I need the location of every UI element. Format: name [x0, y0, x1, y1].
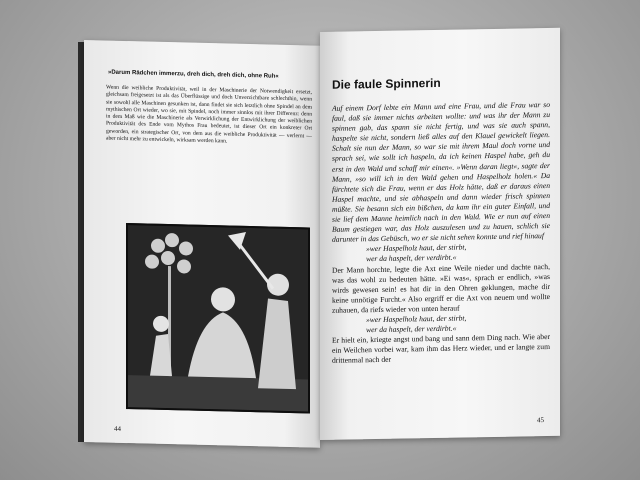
- verse-line: »wer Haspelholz haut, der stirbt,: [366, 242, 467, 254]
- story-paragraph: Auf einem Dorf lebte ein Mann und eine Frau, und die Frau war so faul, daß sie immer nichts arbeiten wollte: und was ihr der Mann zu spinnen gab, das spann sie nicht fertig, und was sie auch spann, haspelte sie nicht, sondern ließ alles auf den Klauel gewickelt liegen. Schalt sie nun der Mann, so war sie mit ihrem Maul doch vorne und sprach sei, wie sollt ich haspeln, da ich keinen Haspel habe, geh du erst in den Wald und schaff mir einen«. »Wenn daran liegt«, sagte der Mann, »so will ich in den Wald gehen und Haspelholz holen.« Da fürchtete sich die Frau, wenn er das Holz hätte, daß er daraus einen Haspel machte, und sie abhaspeln und dann wieder frisch spinnen müßte. Sie besann sich ein bißchen, da kam ihr ein guter Einfall, und sie lief dem Manne heimlich nach in den Wald. Wie er nun auf einen Baum gestiegen war, das Holz auszulesen und zu hauen, schlich sie darunter in das Gebüsch, wo er sie nicht sehen konnte und rief hinauf: [332, 99, 550, 245]
- illustration-drawing: [128, 225, 308, 411]
- story-title: Die faule Spinnerin: [332, 75, 441, 92]
- right-page-number: 45: [537, 416, 544, 425]
- verse-line: wer da haspelt, der verdirbt.«: [366, 323, 457, 335]
- left-page-header: »Darum Rädchen immerzu, dreh dich, dreh dich, ohne Ruh«: [108, 69, 279, 80]
- open-book: [78, 28, 564, 448]
- left-page-number: 44: [114, 424, 121, 433]
- story-paragraph: Er hielt ein, kriegte angst und bang und sann dem Ding nach. Wie aber ein Weilchen vorbei war, kam ihm das Herz wieder, und er langte zum drittenmal nach der: [332, 332, 550, 366]
- left-page: [84, 40, 320, 448]
- spinner-illustration: [126, 223, 310, 413]
- left-page-paragraph: Wenn die weibliche Produktivität, weil in der Maschinerie der Notwendigkeit ersetzt, gleichsam freigesetzt ist als das Überflüssige und doch Unverzichtbare schlechthin, wenn sie sowohl alle Maschinen gesunken ist, dann findet sie sich letztlich ohne Spindel an dem mythischen Ort wieder, wo sie, mit Spindel, noch immer sinnlos mit ihrer Differenz: denn in dem Maß wie die Maschinerie als Verwirklichung der Entwirklichung der weiblichen Produktivität des Ende vom Mythos Frau bedeutet, ist dieser Ort ein konkreter Ort geworden, ein strategischer Ort, von dem aus die weibliche Produktivität — verlernt — aber nicht mehr zu entwickeln, wirksam werden kann.: [106, 84, 312, 145]
- right-page: [320, 28, 560, 440]
- left-page-text: [106, 85, 312, 148]
- right-page-text: [332, 100, 550, 366]
- verse-line: wer da haspelt, der verdirbt.«: [366, 253, 457, 264]
- story-paragraph: Der Mann horchte, legte die Axt eine Weile nieder und dachte nach, was das wohl zu bedeuten hätte. »Ei was«, sprach er endlich, »was wirds gewesen sein! es hat dir in den Ohren geklungen, mache dir keine unnötige Furcht.« Also ergriff er die Axt von neuem und wollte zuhauen, da riefs wieder von unten herauf: [332, 261, 550, 315]
- verse-line: »wer Haspelholz haut, der stirbt,: [366, 313, 467, 325]
